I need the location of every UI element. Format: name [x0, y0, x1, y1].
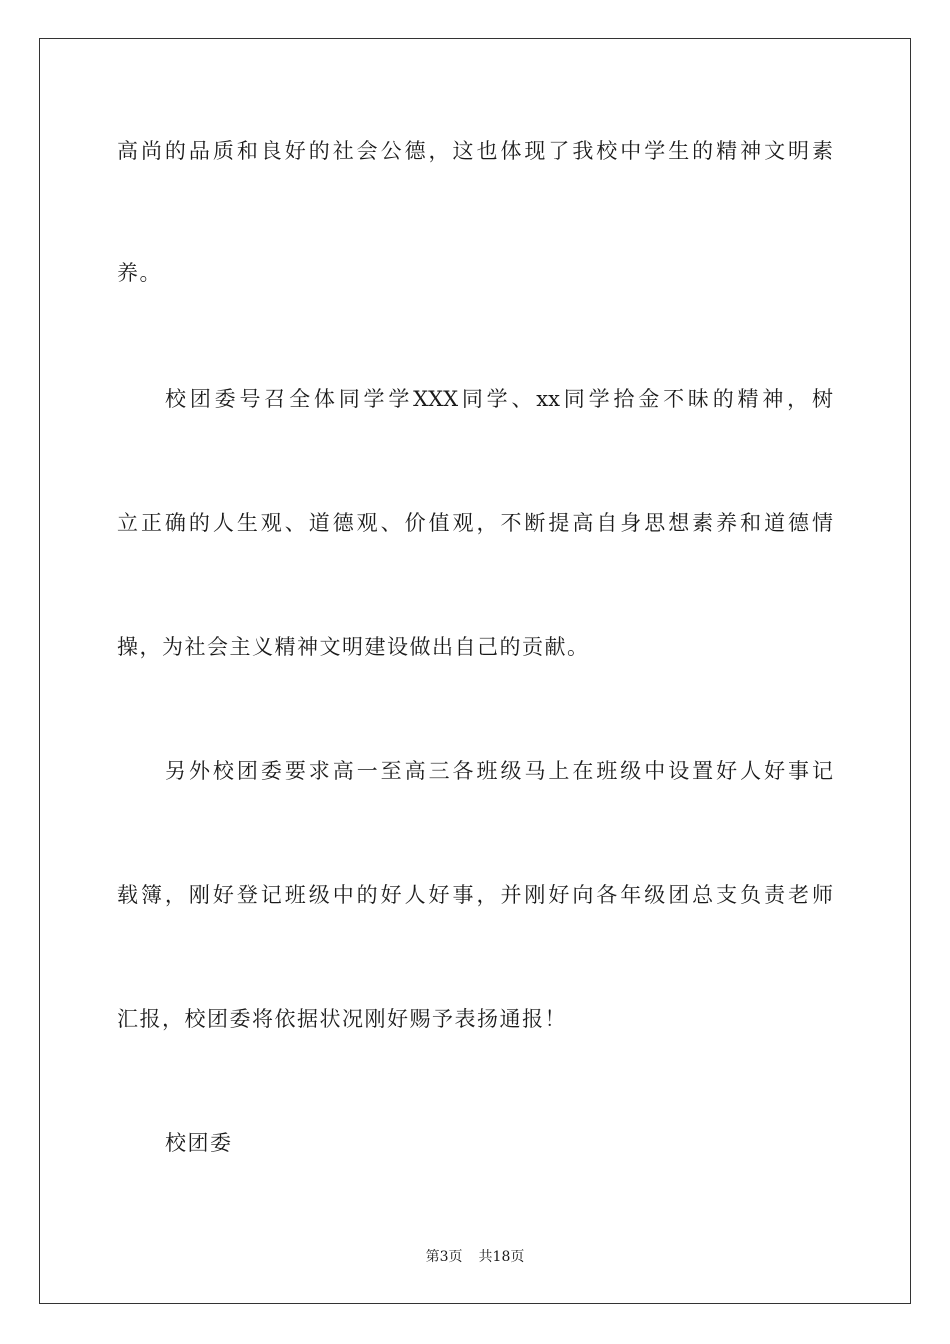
signature-line: 校团委 [165, 1131, 233, 1155]
text-line: 高尚的品质和良好的社会公德，这也体现了我校中学生的精神文明素 [117, 139, 833, 163]
text-line: 立正确的人生观、道德观、价值观，不断提高自身思想素养和道德情 [117, 511, 833, 535]
page-border [39, 38, 911, 1304]
text-line: 另外校团委要求高一至高三各班级马上在班级中设置好人好事记 [165, 759, 833, 783]
text-line: 养。 [117, 261, 162, 285]
page-number: 第3页 [425, 1249, 463, 1265]
page-total: 共18页 [478, 1249, 525, 1265]
page-footer [0, 1248, 950, 1266]
text-line: 操，为社会主义精神文明建设做出自己的贡献。 [117, 635, 590, 659]
text-line: 载簿，刚好登记班级中的好人好事，并刚好向各年级团总支负责老师 [117, 883, 833, 907]
text-line: 校团委号召全体同学学XXX同学、xx同学拾金不昧的精神，树 [165, 387, 833, 411]
text-line: 汇报，校团委将依据状况刚好赐予表扬通报！ [117, 1007, 567, 1031]
